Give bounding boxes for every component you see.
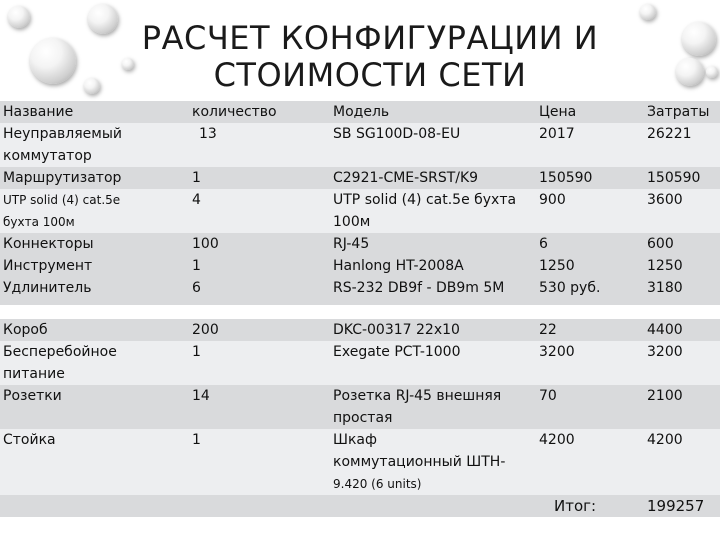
table-row — [0, 189, 720, 233]
row-price: 2017 — [536, 123, 644, 167]
table-row — [0, 429, 720, 495]
row-cost: 3600 — [644, 189, 720, 233]
header-qty: количество — [189, 101, 330, 123]
header-model: Модель — [330, 101, 536, 123]
row-name-line: UTP solid (4) cat.5e — [3, 193, 121, 207]
row-qty: 1 — [189, 429, 330, 495]
row-model — [330, 189, 536, 233]
row-model-line: 9.420 (6 units) — [333, 477, 422, 491]
row-price: 900 — [536, 189, 644, 233]
row-qty: 1 — [189, 167, 330, 189]
water-drop-decoration — [676, 58, 704, 86]
table-row — [0, 255, 720, 277]
water-drop-decoration — [706, 66, 718, 78]
row-name: Коннекторы — [0, 233, 189, 255]
row-name: Удлинитель — [0, 277, 189, 305]
row-model — [330, 385, 536, 429]
row-model-line: Розетка RJ-45 внешняя — [333, 388, 502, 404]
header-name: Название — [0, 101, 189, 123]
table-header-row — [0, 101, 720, 123]
row-cost: 2100 — [644, 385, 720, 429]
water-drop-decoration — [640, 4, 656, 20]
row-name: Розетки — [0, 385, 189, 429]
row-name-line: питание — [3, 366, 65, 382]
row-price: 70 — [536, 385, 644, 429]
row-cost: 150590 — [644, 167, 720, 189]
row-name — [0, 341, 189, 385]
row-model-line: коммутационный ШТН- — [333, 454, 506, 470]
row-price: 6 — [536, 233, 644, 255]
row-qty: 200 — [189, 319, 330, 341]
water-drop-decoration — [30, 38, 76, 84]
table-row — [0, 277, 720, 305]
row-model: RJ-45 — [330, 233, 536, 255]
row-name-line: бухта 100м — [3, 215, 75, 229]
table-row — [0, 123, 720, 167]
row-cost: 3200 — [644, 341, 720, 385]
slide-title — [90, 20, 650, 94]
row-name-line: Неуправляемый — [3, 126, 122, 142]
header-cost: Затраты — [644, 101, 720, 123]
row-price: 4200 — [536, 429, 644, 495]
row-price: 22 — [536, 319, 644, 341]
total-label: Итог: — [536, 495, 644, 517]
water-drop-decoration — [8, 6, 30, 28]
table-row — [0, 167, 720, 189]
row-model: C2921-CME-SRST/K9 — [330, 167, 536, 189]
row-model — [330, 429, 536, 495]
row-price: 530 руб. — [536, 277, 644, 305]
row-cost: 600 — [644, 233, 720, 255]
row-qty: 1 — [189, 255, 330, 277]
row-cost: 4200 — [644, 429, 720, 495]
row-cost: 4400 — [644, 319, 720, 341]
row-qty: 14 — [189, 385, 330, 429]
title-line-2: СТОИМОСТИ СЕТИ — [213, 56, 527, 94]
table-row — [0, 233, 720, 255]
row-name: Короб — [0, 319, 189, 341]
row-model: RS-232 DB9f - DB9m 5M — [330, 277, 536, 305]
row-model: Hanlong HT-2008A — [330, 255, 536, 277]
table-total-row — [0, 495, 720, 517]
row-model: DKC-00317 22x10 — [330, 319, 536, 341]
row-price: 3200 — [536, 341, 644, 385]
cost-table — [0, 101, 720, 517]
water-drop-decoration — [682, 22, 716, 56]
row-cost: 1250 — [644, 255, 720, 277]
table-row — [0, 319, 720, 341]
title-line-1: РАСЧЕТ КОНФИГУРАЦИИ И — [141, 19, 599, 57]
row-model-line: Шкаф — [333, 432, 377, 448]
header-price: Цена — [536, 101, 644, 123]
row-cost: 26221 — [644, 123, 720, 167]
row-price: 150590 — [536, 167, 644, 189]
row-qty: 1 — [189, 341, 330, 385]
row-model-line: простая — [333, 410, 393, 426]
row-name: Стойка — [0, 429, 189, 495]
row-qty: 6 — [189, 277, 330, 305]
row-name — [0, 123, 189, 167]
row-name: Инструмент — [0, 255, 189, 277]
row-model: Exegate PCT-1000 — [330, 341, 536, 385]
row-name: Маршрутизатор — [0, 167, 189, 189]
row-model-line: 100м — [333, 214, 371, 230]
row-name-line: Бесперебойное — [3, 344, 117, 360]
row-qty: 100 — [189, 233, 330, 255]
row-model-line: UTP solid (4) cat.5e бухта — [333, 192, 517, 208]
row-cost: 3180 — [644, 277, 720, 305]
total-value: 199257 — [644, 495, 720, 517]
row-qty: 13 — [189, 123, 330, 167]
row-qty: 4 — [189, 189, 330, 233]
row-name — [0, 189, 189, 233]
row-model: SB SG100D-08-EU — [330, 123, 536, 167]
table-spacer — [0, 305, 720, 319]
row-name-line: коммутатор — [3, 148, 92, 164]
row-price: 1250 — [536, 255, 644, 277]
table-row — [0, 341, 720, 385]
table-row — [0, 385, 720, 429]
